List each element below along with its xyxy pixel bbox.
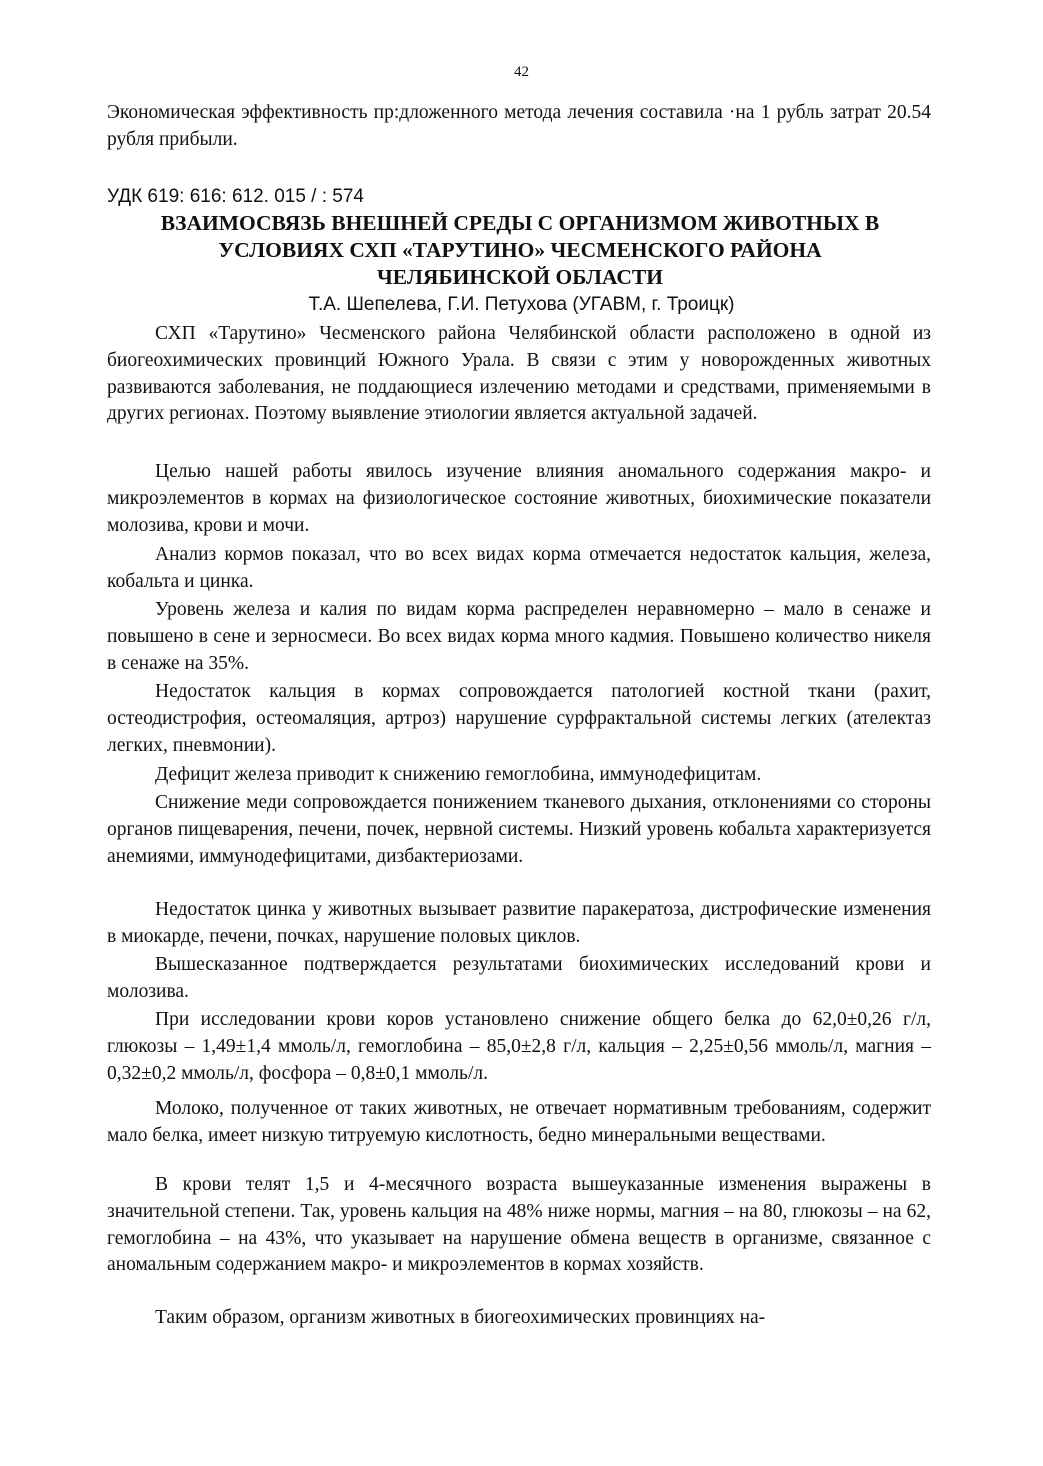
title-line: ЧЕЛЯБИНСКОЙ ОБЛАСТИ [377, 265, 663, 289]
paragraph: Таким образом, организм животных в биогеохимических провинциях на- [155, 1307, 766, 1328]
paragraph: В крови телят 1,5 и 4-месячного возраста вышеуказанные изменения выражены в значительной степени. Так, уровень кальция на 48% ниже нормы, магния – на 80, глюкозы – на 62, гемоглобина – на 43%, что указывает на нарушение обмена веществ в организме, связанное с аномальным содержанием макро- и микроэлементов в кормах хозяйств. [107, 1174, 931, 1276]
udk-code: УДК 619: 616: 612. 015 / : 574 [107, 186, 365, 207]
paragraph: Недостаток цинка у животных вызывает развитие паракератоза, дистрофические изменения в миокарде, печени, почках, нарушение половых циклов. [107, 899, 931, 947]
paragraph: Снижение меди сопровождается понижением тканевого дыхания, отклонениями со стороны органов пищеварения, печени, почек, нервной системы. Низкий уровень кобальта характеризуется анемиями, иммунодефицитами, дизбактериозами. [107, 792, 931, 867]
paragraph: Молоко, полученное от таких животных, не отвечает нормативным требованиям, содержит мало белка, имеет низкую титруемую кислотность, бедно минеральными веществами. [107, 1098, 931, 1146]
paragraph: Целью нашей работы явилось изучение влияния аномального содержания макро- и микроэлементов в кормах на физиологическое состояние животных, биохимические показатели молозива, крови и мочи. [107, 461, 931, 536]
paragraph: СХП «Тарутино» Чесменского района Челябинской области расположено в одной из биогеохимических провинций Южного Урала. В связи с этим у новорожденных животных развиваются заболевания, не поддающиеся излечению методами и средствами, применяемыми в других регионах. Поэтому выявление этиологии является актуальной задачей. [107, 323, 931, 425]
title-line: УСЛОВИЯХ СХП «ТАРУТИНО» ЧЕСМЕНСКОГО РАЙОНА [218, 238, 822, 262]
paragraph: При исследовании крови коров установлено снижение общего белка до 62,0±0,26 г/л, глюкозы – 1,49±1,4 ммоль/л, гемоглобина – 85,0±2,8 г/л, кальция – 2,25±0,56 ммоль/л, магния – 0,32±0,2 ммоль/л, фосфора – 0,8±0,1 ммоль/л. [107, 1009, 931, 1084]
paragraph: Недостаток кальция в кормах сопровождается патологией костной ткани (рахит, остеодистрофия, остеомаляция, артроз) нарушение сурфрактальной системы легких (ателектаз легких, пневмонии). [107, 681, 931, 756]
title-line: ВЗАИМОСВЯЗЬ ВНЕШНЕЙ СРЕДЫ С ОРГАНИЗМОМ ЖИВОТНЫХ В [160, 211, 880, 235]
page-number: 42 [514, 64, 529, 80]
article-title [100, 210, 940, 291]
paragraph: Уровень железа и калия по видам корма распределен неравномерно – мало в сенаже и повышено в сене и зерносмеси. Во всех видах корма много кадмия. Повышено количество никеля в сенаже на 35%. [107, 599, 931, 674]
intro-paragraph: Экономическая эффективность пр:дложенного метода лечения составила ·на 1 рубль затрат 20.54 рубля прибыли. [107, 102, 931, 150]
paragraph: Вышесказанное подтверждается результатами биохимических исследований крови и молозива. [107, 954, 931, 1002]
authors: Т.А. Шепелева, Г.И. Петухова (УГАВМ, г. Троицк) [308, 294, 735, 315]
paragraph: Дефицит железа приводит к снижению гемоглобина, иммунодефицитам. [155, 764, 762, 785]
paragraph: Анализ кормов показал, что во всех видах корма отмечается недостаток кальция, железа, кобальта и цинка. [107, 544, 931, 592]
